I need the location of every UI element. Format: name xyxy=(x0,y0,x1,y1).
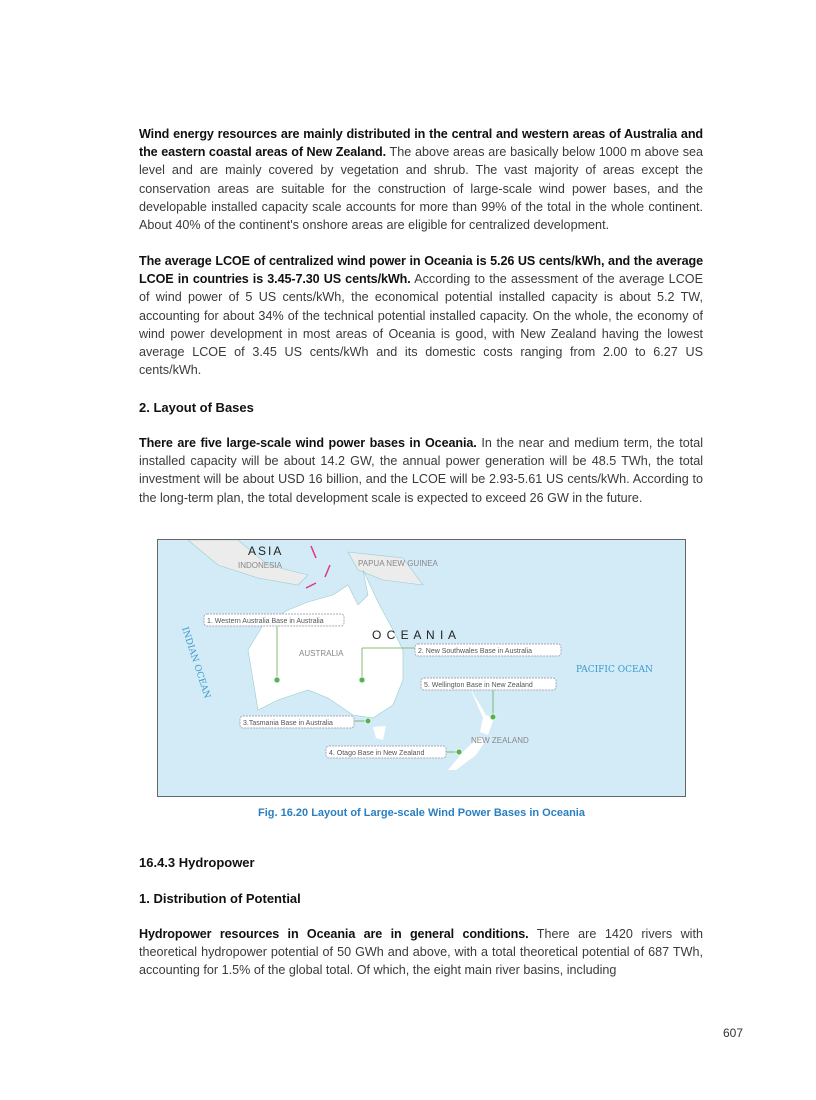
base-label-2: 2. New Southwales Base in Australia xyxy=(418,648,533,655)
label-indian-ocean: INDIAN OCEAN xyxy=(179,625,212,700)
label-australia: AUSTRALIA xyxy=(299,649,344,658)
map-graphic xyxy=(158,540,686,797)
png-land xyxy=(348,552,423,585)
body-text: The above areas are basically below 1000 m above sea level and are mainly covered by vegetation and shrub. The vast majority of areas except the conservation areas are suitable for the construction of large-scale wind power bases, and the developable installed capacity scale accounts for more than 99% of the total in the whole continent. About 40% of the continent's onshore areas are eligible for centralized development. xyxy=(139,145,703,233)
lead-sentence: Wind energy resources are mainly distributed in the central and western areas of Australia and the eastern coastal areas of New Zealand. xyxy=(139,127,703,160)
base-label-1: 1. Western Australia Base in Australia xyxy=(207,618,324,625)
label-png: PAPUA NEW GUINEA xyxy=(358,559,438,568)
figure-caption: Fig. 16.20 Layout of Large-scale Wind Power Bases in Oceania xyxy=(258,807,585,819)
lead-sentence: Hydropower resources in Oceania are in general conditions. xyxy=(139,927,529,941)
label-new-zealand: NEW ZEALAND xyxy=(471,736,529,745)
base-label-4: 4. Otago Base in New Zealand xyxy=(329,750,425,757)
nz-north-island xyxy=(470,688,494,735)
paragraph-lcoe xyxy=(139,252,703,379)
lead-sentence: There are five large-scale wind power bases in Oceania. xyxy=(139,436,477,450)
paragraph-wind-distribution xyxy=(139,125,703,234)
label-indonesia: INDONESIA xyxy=(238,561,283,570)
body-text: In the near and medium term, the total installed capacity will be about 14.2 GW, the annual power generation will be 48.5 TWh, the total investment will be about USD 16 billion, and the LCOE will be 2.93-5.61 US cents/kWh. According to the long-term plan, the total development scale is expected to exceed 26 GW in the future. xyxy=(139,436,703,505)
page-number: 607 xyxy=(722,1026,743,1040)
australia-land xyxy=(248,570,403,718)
lead-sentence: The average LCOE of centralized wind power in Oceania is 5.26 US cents/kWh, and the average LCOE in countries is 3.45-7.30 US cents/kWh. xyxy=(139,254,703,287)
label-asia: ASIA xyxy=(248,544,284,558)
base-label-5: 5. Wellington Base in New Zealand xyxy=(424,682,533,689)
tasmania-land xyxy=(373,726,386,740)
paragraph-hydropower xyxy=(139,925,703,980)
oceania-map-figure xyxy=(157,539,686,797)
section-heading-hydropower: 16.4.3 Hydropower xyxy=(139,855,255,870)
base-label-3: 3.Tasmania Base in Australia xyxy=(243,720,333,727)
body-text: According to the assessment of the average LCOE of wind power of 5 US cents/kWh, the economical potential installed capacity is about 5.2 TW, accounting for about 34% of the technical potential installed capacity. On the whole, the economy of wind power development in most areas of Oceania is good, with New Zealand having the lowest average LCOE of 3.45 US cents/kWh and its domestic costs ranging from 2.00 to 6.27 US cents/kWh. xyxy=(139,272,703,378)
paragraph-bases xyxy=(139,434,703,507)
label-pacific-ocean: PACIFIC OCEAN xyxy=(576,665,653,675)
heading-distribution: 1. Distribution of Potential xyxy=(139,891,301,906)
heading-layout-of-bases: 2. Layout of Bases xyxy=(139,400,254,415)
label-oceania: O C E A N I A xyxy=(372,628,458,642)
body-text: There are 1420 rivers with theoretical hydropower potential of 50 GWh and above, with a total theoretical potential of 687 TWh, accounting for 1.5% of the global total. Of which, the eight main river basins, including xyxy=(139,927,703,978)
